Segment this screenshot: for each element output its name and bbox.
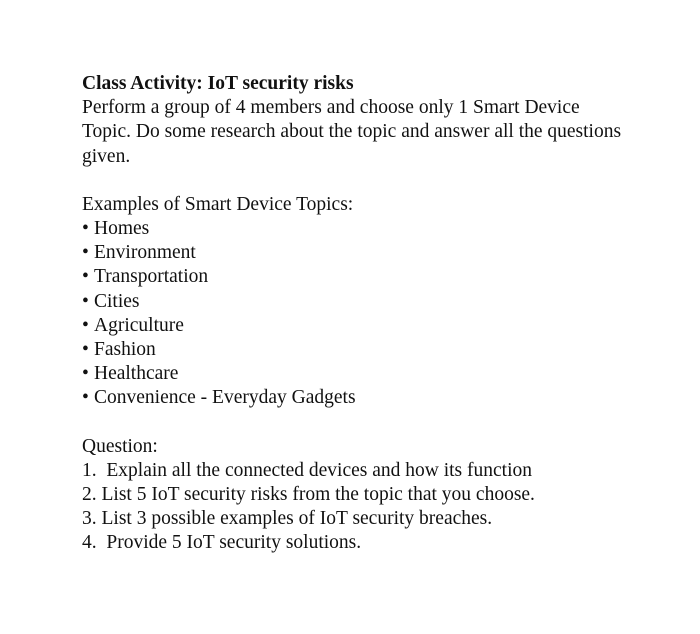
bullet-icon: • [82,387,89,409]
topic-label: Fashion [94,339,156,361]
bullet-icon: • [82,218,89,240]
question-list [82,459,642,556]
topic-label: Transportation [94,266,209,288]
topic-item [82,265,642,289]
topic-item [82,362,642,386]
topic-item [82,217,642,241]
bullet-icon: • [82,290,89,312]
topic-item [82,338,642,362]
document [82,72,642,556]
question-item: 3. List 3 possible examples of IoT security breaches. [82,508,493,530]
topic-label: Environment [94,242,196,264]
question-heading: Question: [82,435,158,457]
topic-label: Convenience - Everyday Gadgets [94,387,356,409]
question-item: 1. Explain all the connected devices and how its function [82,459,532,481]
bullet-icon: • [82,339,89,361]
spacer [82,169,642,193]
topic-item [82,386,642,410]
activity-title: Class Activity: IoT security risks [82,73,354,94]
topic-label: Healthcare [94,363,179,385]
activity-instructions: Perform a group of 4 members and choose only 1 Smart Device Topic. Do some research about the topic and answer all the questions given. [82,97,622,167]
question-item: 2. List 5 IoT security risks from the topic that you choose. [82,484,535,506]
topic-item [82,241,642,265]
question-item: 4. Provide 5 IoT security solutions. [82,532,362,554]
topic-label: Homes [94,218,150,240]
bullet-icon: • [82,242,89,264]
topic-label: Agriculture [94,314,184,336]
topic-item [82,290,642,314]
examples-heading: Examples of Smart Device Topics: [82,193,354,215]
bullet-icon: • [82,266,89,288]
topic-label: Cities [94,290,140,312]
spacer [82,411,642,435]
bullet-icon: • [82,363,89,385]
topic-item [82,314,642,338]
topic-list [82,217,642,411]
bullet-icon: • [82,314,89,336]
